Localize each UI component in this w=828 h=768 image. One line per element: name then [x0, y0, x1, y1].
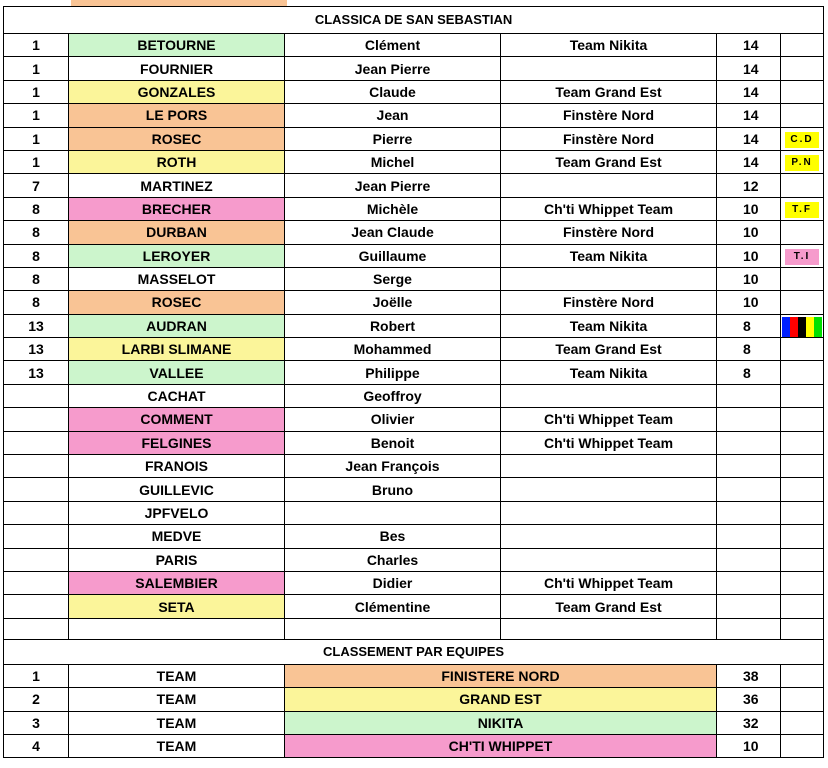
team-extra-cell[interactable]	[781, 664, 824, 687]
jersey-cell[interactable]	[781, 501, 824, 524]
points-cell[interactable]	[717, 478, 781, 501]
empty-row	[4, 618, 824, 639]
rank-cell[interactable]: 1	[4, 104, 69, 127]
rider-row	[4, 361, 824, 384]
team-cell[interactable]: Ch'ti Whippet Team	[501, 408, 717, 431]
rank-cell[interactable]: 13	[4, 338, 69, 361]
rider-row	[4, 127, 824, 150]
first-name-cell[interactable]: Jean Pierre	[285, 174, 501, 197]
jersey-badge: T.I	[785, 249, 819, 265]
first-name-cell[interactable]: Didier	[285, 571, 501, 594]
team-cell[interactable]: Finstère Nord	[501, 127, 717, 150]
rider-row	[4, 455, 824, 478]
points-cell[interactable]	[717, 548, 781, 571]
first-name-cell[interactable]: Robert	[285, 314, 501, 337]
points-cell[interactable]	[717, 431, 781, 454]
rank-cell[interactable]: 1	[4, 80, 69, 103]
rider-row	[4, 571, 824, 594]
team-cell[interactable]: Team Nikita	[501, 361, 717, 384]
rider-row	[4, 174, 824, 197]
points-cell[interactable]	[717, 525, 781, 548]
first-name-cell[interactable]: Philippe	[285, 361, 501, 384]
rank-cell[interactable]	[4, 571, 69, 594]
rank-cell[interactable]: 8	[4, 291, 69, 314]
last-name-cell[interactable]: PARIS	[69, 548, 285, 571]
rank-cell[interactable]: 1	[4, 57, 69, 80]
jersey-cell[interactable]	[781, 571, 824, 594]
team-cell[interactable]	[501, 455, 717, 478]
rider-row	[4, 314, 824, 337]
rank-cell[interactable]: 8	[4, 267, 69, 290]
rank-cell[interactable]: 7	[4, 174, 69, 197]
team-cell[interactable]: Team Grand Est	[501, 595, 717, 618]
rider-row	[4, 501, 824, 524]
last-name-cell[interactable]: JPFVELO	[69, 501, 285, 524]
team-cell[interactable]: Finstère Nord	[501, 104, 717, 127]
jersey-cell[interactable]	[781, 267, 824, 290]
first-name-cell[interactable]: Jean François	[285, 455, 501, 478]
rider-row	[4, 478, 824, 501]
last-name-cell[interactable]: GUILLEVIC	[69, 478, 285, 501]
points-cell[interactable]: 14	[717, 127, 781, 150]
points-cell[interactable]: 14	[717, 34, 781, 57]
jersey-cell[interactable]	[781, 57, 824, 80]
jersey-cell[interactable]	[781, 361, 824, 384]
rank-cell[interactable]: 1	[4, 150, 69, 173]
team-cell[interactable]: Team Nikita	[501, 244, 717, 267]
team-cell[interactable]: Team Grand Est	[501, 150, 717, 173]
last-name-cell[interactable]: ROSEC	[69, 291, 285, 314]
first-name-cell[interactable]: Joëlle	[285, 291, 501, 314]
rider-row	[4, 34, 824, 57]
team-row	[4, 734, 824, 757]
first-name-cell[interactable]: Benoit	[285, 431, 501, 454]
last-name-cell[interactable]: DURBAN	[69, 221, 285, 244]
team-row	[4, 664, 824, 687]
rank-cell[interactable]: 8	[4, 197, 69, 220]
first-name-cell[interactable]: Jean Claude	[285, 221, 501, 244]
team-cell[interactable]: Ch'ti Whippet Team	[501, 197, 717, 220]
first-name-cell[interactable]: Charles	[285, 548, 501, 571]
last-name-cell[interactable]: GONZALES	[69, 80, 285, 103]
jersey-cell[interactable]	[781, 431, 824, 454]
last-name-cell[interactable]: LARBI SLIMANE	[69, 338, 285, 361]
last-name-cell[interactable]: SETA	[69, 595, 285, 618]
jersey-cell[interactable]	[781, 291, 824, 314]
first-name-cell[interactable]	[285, 501, 501, 524]
rider-row	[4, 57, 824, 80]
jersey-cell[interactable]	[781, 80, 824, 103]
last-name-cell[interactable]: LE PORS	[69, 104, 285, 127]
rider-row	[4, 197, 824, 220]
jersey-cell[interactable]	[781, 548, 824, 571]
first-name-cell[interactable]: Claude	[285, 80, 501, 103]
first-name-cell[interactable]: Michèle	[285, 197, 501, 220]
rider-row	[4, 221, 824, 244]
team-rank-cell[interactable]: 4	[4, 734, 69, 757]
team-cell[interactable]: Ch'ti Whippet Team	[501, 431, 717, 454]
team-rank-cell[interactable]: 3	[4, 711, 69, 734]
last-name-cell[interactable]: SALEMBIER	[69, 571, 285, 594]
points-cell[interactable]	[717, 384, 781, 407]
jersey-cell[interactable]	[781, 150, 824, 173]
jersey-badge: T.F	[785, 202, 819, 218]
points-cell[interactable]: 10	[717, 267, 781, 290]
team-cell[interactable]	[501, 525, 717, 548]
team-row	[4, 688, 824, 711]
points-cell[interactable]	[717, 501, 781, 524]
first-name-cell[interactable]: Pierre	[285, 127, 501, 150]
rider-row	[4, 338, 824, 361]
rank-cell[interactable]: 8	[4, 221, 69, 244]
jersey-cell[interactable]	[781, 244, 824, 267]
points-cell[interactable]: 8	[717, 338, 781, 361]
team-points-cell[interactable]: 38	[717, 664, 781, 687]
points-cell[interactable]	[717, 455, 781, 478]
rank-cell[interactable]: 8	[4, 244, 69, 267]
last-name-cell[interactable]: BRECHER	[69, 197, 285, 220]
team-extra-cell[interactable]	[781, 711, 824, 734]
last-name-cell[interactable]: FOURNIER	[69, 57, 285, 80]
team-cell[interactable]: Finstère Nord	[501, 221, 717, 244]
last-name-cell[interactable]: CACHAT	[69, 384, 285, 407]
last-name-cell[interactable]: COMMENT	[69, 408, 285, 431]
first-name-cell[interactable]: Michel	[285, 150, 501, 173]
team-extra-cell[interactable]	[781, 734, 824, 757]
world-champion-stripes-icon	[782, 317, 822, 337]
team-points-cell[interactable]: 10	[717, 734, 781, 757]
team-row	[4, 711, 824, 734]
first-name-cell[interactable]: Olivier	[285, 408, 501, 431]
first-name-cell[interactable]: Clémentine	[285, 595, 501, 618]
spreadsheet	[3, 0, 825, 768]
rank-cell[interactable]: 13	[4, 361, 69, 384]
rank-cell[interactable]	[4, 525, 69, 548]
first-name-cell[interactable]: Bes	[285, 525, 501, 548]
results-table	[3, 6, 824, 758]
points-cell[interactable]: 8	[717, 314, 781, 337]
points-cell[interactable]: 12	[717, 174, 781, 197]
last-name-cell[interactable]: BETOURNE	[69, 34, 285, 57]
jersey-badge: P.N	[785, 155, 819, 171]
teams-title: CLASSEMENT PAR EQUIPES	[4, 639, 824, 664]
jersey-cell[interactable]	[781, 104, 824, 127]
rider-row	[4, 104, 824, 127]
rider-row	[4, 525, 824, 548]
team-cell[interactable]	[501, 501, 717, 524]
team-name-cell[interactable]: GRAND EST	[285, 688, 717, 711]
last-name-cell[interactable]: MARTINEZ	[69, 174, 285, 197]
rider-row	[4, 431, 824, 454]
rank-cell[interactable]	[4, 478, 69, 501]
team-label-cell[interactable]: TEAM	[69, 734, 285, 757]
team-points-cell[interactable]: 32	[717, 711, 781, 734]
jersey-cell[interactable]	[781, 314, 824, 337]
team-cell[interactable]	[501, 478, 717, 501]
team-cell[interactable]: Team Grand Est	[501, 338, 717, 361]
rank-cell[interactable]: 13	[4, 314, 69, 337]
points-cell[interactable]: 8	[717, 361, 781, 384]
team-cell[interactable]: Team Grand Est	[501, 80, 717, 103]
team-name-cell[interactable]: FINISTERE NORD	[285, 664, 717, 687]
jersey-cell[interactable]	[781, 478, 824, 501]
rank-cell[interactable]	[4, 455, 69, 478]
team-name-cell[interactable]: CH'TI WHIPPET	[285, 734, 717, 757]
first-name-cell[interactable]: Jean	[285, 104, 501, 127]
first-name-cell[interactable]: Geoffroy	[285, 384, 501, 407]
team-cell[interactable]: Finstère Nord	[501, 291, 717, 314]
rank-cell[interactable]	[4, 595, 69, 618]
last-name-cell[interactable]: AUDRAN	[69, 314, 285, 337]
rider-row	[4, 267, 824, 290]
team-cell[interactable]	[501, 548, 717, 571]
jersey-cell[interactable]	[781, 174, 824, 197]
rider-row	[4, 244, 824, 267]
jersey-cell[interactable]	[781, 525, 824, 548]
top-orange-strip	[71, 0, 287, 6]
last-name-cell[interactable]: FRANOIS	[69, 455, 285, 478]
points-cell[interactable]: 10	[717, 221, 781, 244]
first-name-cell[interactable]: Bruno	[285, 478, 501, 501]
last-name-cell[interactable]: LEROYER	[69, 244, 285, 267]
team-cell[interactable]	[501, 174, 717, 197]
jersey-cell[interactable]	[781, 384, 824, 407]
first-name-cell[interactable]: Jean Pierre	[285, 57, 501, 80]
rider-row	[4, 384, 824, 407]
first-name-cell[interactable]: Serge	[285, 267, 501, 290]
team-cell[interactable]	[501, 384, 717, 407]
team-name-cell[interactable]: NIKITA	[285, 711, 717, 734]
points-cell[interactable]: 10	[717, 197, 781, 220]
first-name-cell[interactable]: Clément	[285, 34, 501, 57]
team-label-cell[interactable]: TEAM	[69, 688, 285, 711]
team-label-cell[interactable]: TEAM	[69, 664, 285, 687]
rider-row	[4, 80, 824, 103]
team-extra-cell[interactable]	[781, 688, 824, 711]
jersey-cell[interactable]	[781, 338, 824, 361]
points-cell[interactable]	[717, 571, 781, 594]
jersey-cell[interactable]	[781, 127, 824, 150]
rider-row	[4, 408, 824, 431]
jersey-cell[interactable]	[781, 34, 824, 57]
rank-cell[interactable]: 1	[4, 127, 69, 150]
rank-cell[interactable]: 1	[4, 34, 69, 57]
first-name-cell[interactable]: Mohammed	[285, 338, 501, 361]
last-name-cell[interactable]: VALLEE	[69, 361, 285, 384]
jersey-cell[interactable]	[781, 595, 824, 618]
rider-row	[4, 548, 824, 571]
points-cell[interactable]: 14	[717, 80, 781, 103]
rider-row	[4, 291, 824, 314]
points-cell[interactable]: 10	[717, 291, 781, 314]
race-title: CLASSICA DE SAN SEBASTIAN	[4, 7, 824, 34]
team-cell[interactable]: Team Nikita	[501, 314, 717, 337]
jersey-cell[interactable]	[781, 455, 824, 478]
rank-cell[interactable]	[4, 501, 69, 524]
last-name-cell[interactable]: MASSELOT	[69, 267, 285, 290]
points-cell[interactable]: 14	[717, 150, 781, 173]
last-name-cell[interactable]: ROTH	[69, 150, 285, 173]
rank-cell[interactable]	[4, 431, 69, 454]
points-cell[interactable]: 10	[717, 244, 781, 267]
jersey-badge: C.D	[785, 132, 819, 148]
rider-row	[4, 595, 824, 618]
team-rank-cell[interactable]: 2	[4, 688, 69, 711]
last-name-cell[interactable]: ROSEC	[69, 127, 285, 150]
rank-cell[interactable]	[4, 548, 69, 571]
jersey-cell[interactable]	[781, 221, 824, 244]
points-cell[interactable]: 14	[717, 57, 781, 80]
team-cell[interactable]: Ch'ti Whippet Team	[501, 571, 717, 594]
rider-row	[4, 150, 824, 173]
team-cell[interactable]	[501, 57, 717, 80]
last-name-cell[interactable]: MEDVE	[69, 525, 285, 548]
team-rank-cell[interactable]: 1	[4, 664, 69, 687]
jersey-cell[interactable]	[781, 197, 824, 220]
rank-cell[interactable]	[4, 384, 69, 407]
points-cell[interactable]: 14	[717, 104, 781, 127]
points-cell[interactable]	[717, 595, 781, 618]
team-cell[interactable]: Team Nikita	[501, 34, 717, 57]
points-cell[interactable]	[717, 408, 781, 431]
jersey-cell[interactable]	[781, 408, 824, 431]
team-label-cell[interactable]: TEAM	[69, 711, 285, 734]
rank-cell[interactable]	[4, 408, 69, 431]
team-points-cell[interactable]: 36	[717, 688, 781, 711]
last-name-cell[interactable]: FELGINES	[69, 431, 285, 454]
first-name-cell[interactable]: Guillaume	[285, 244, 501, 267]
team-cell[interactable]	[501, 267, 717, 290]
